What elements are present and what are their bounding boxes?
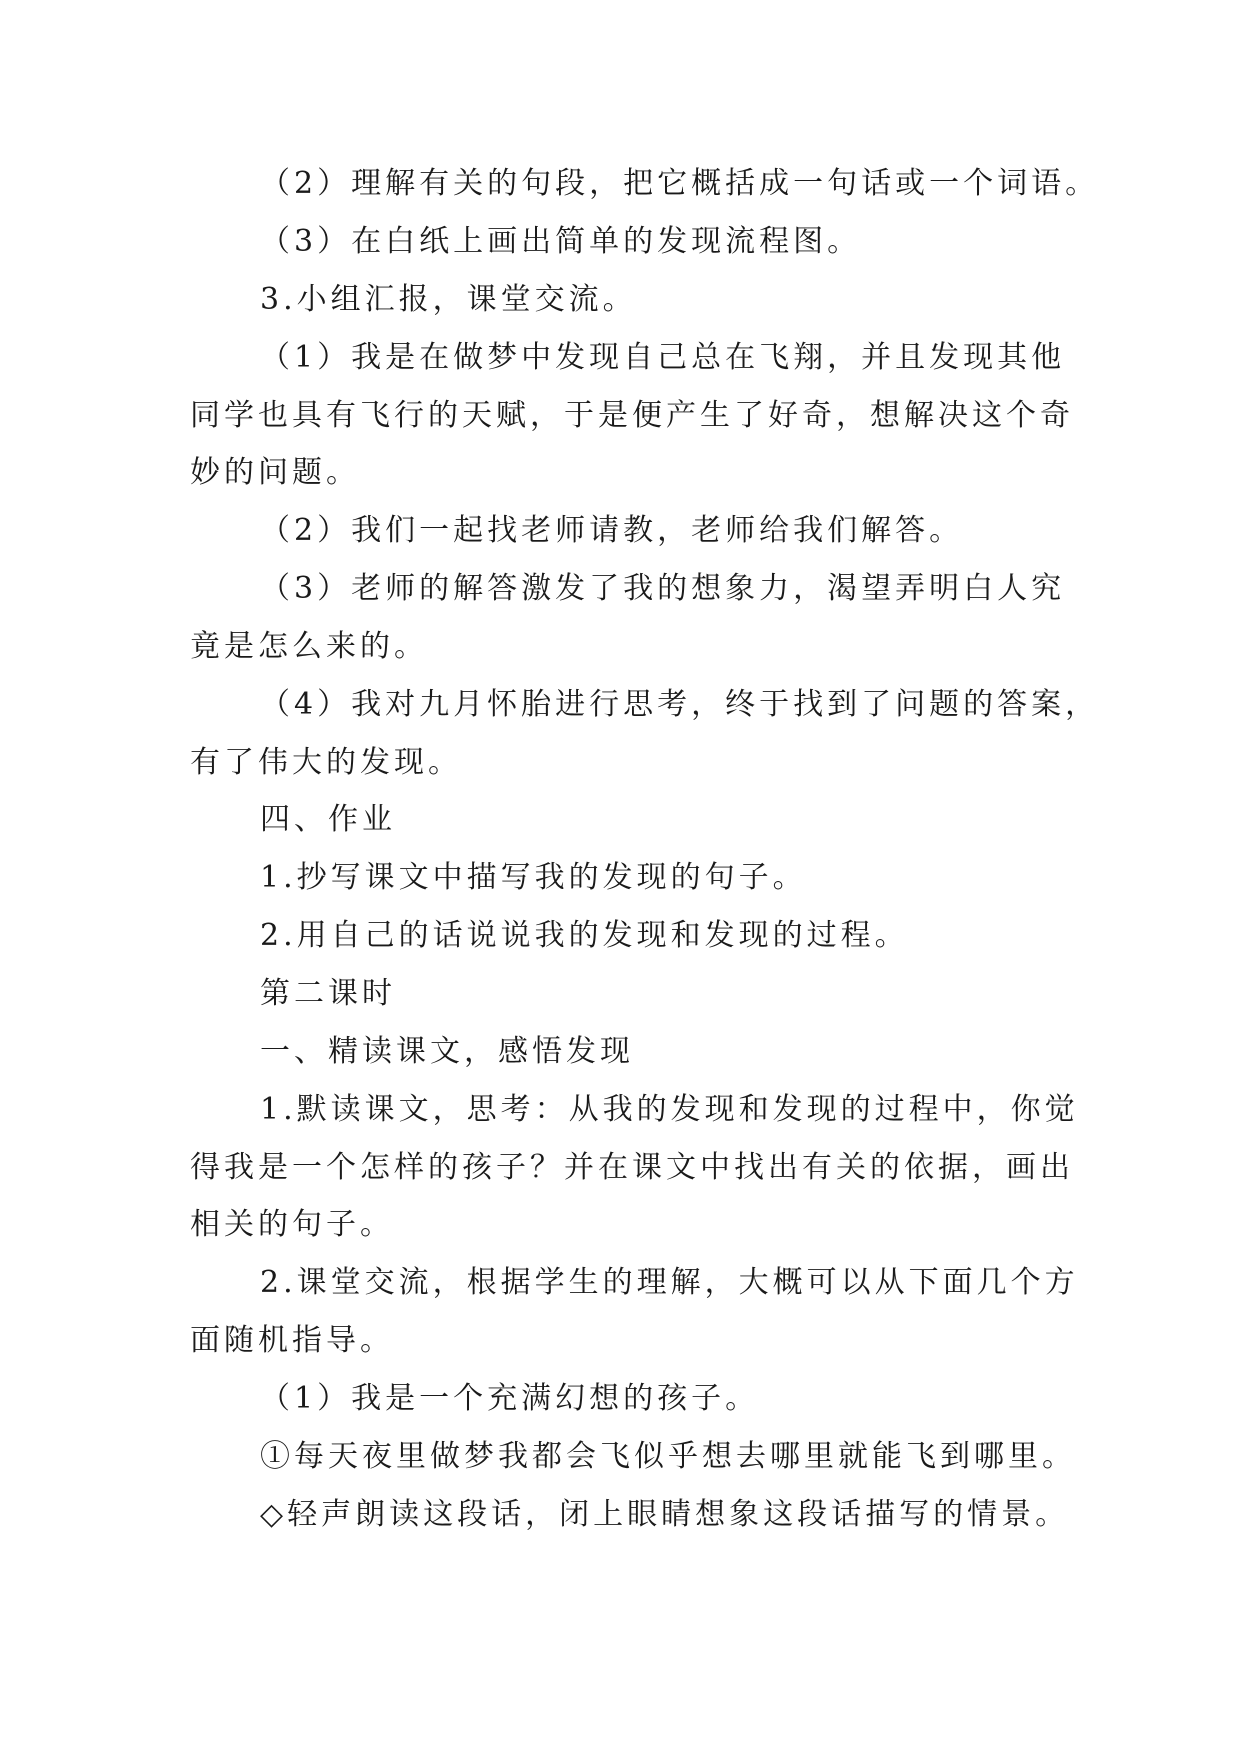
text-line: （3）老师的解答激发了我的想象力，渴望弄明白人究 — [260, 571, 1066, 606]
text-line: （2）理解有关的句段，把它概括成一句话或一个词语。 — [260, 166, 1100, 201]
text-line: 1.抄写课文中描写我的发现的句子。 — [260, 860, 807, 895]
text-line: 3.小组汇报，课堂交流。 — [260, 282, 637, 317]
text-line: 面随机指导。 — [190, 1323, 394, 1358]
text-line: 2.用自己的话说说我的发现和发现的过程。 — [260, 918, 909, 953]
section-heading: 第二课时 — [260, 976, 396, 1011]
text-line: 竟是怎么来的。 — [190, 629, 428, 664]
section-heading: 四、作业 — [260, 802, 396, 837]
text-line: （4）我对九月怀胎进行思考，终于找到了问题的答案， — [260, 687, 1100, 722]
text-line: 得我是一个怎样的孩子？并在课文中找出有关的依据，画出 — [190, 1150, 1074, 1185]
text-line: 有了伟大的发现。 — [190, 745, 462, 780]
text-line: （1）我是一个充满幻想的孩子。 — [260, 1381, 760, 1416]
text-line: ◇轻声朗读这段话，闭上眼睛想象这段话描写的情景。 — [260, 1497, 1070, 1532]
text-line: 同学也具有飞行的天赋，于是便产生了好奇，想解决这个奇 — [190, 398, 1074, 433]
text-line: 相关的句子。 — [190, 1207, 394, 1242]
section-heading: 一、精读课文，感悟发现 — [260, 1034, 634, 1069]
text-line: 1.默读课文，思考：从我的发现和发现的过程中，你觉 — [260, 1092, 1079, 1127]
text-line: 妙的问题。 — [190, 455, 360, 490]
text-line: 2.课堂交流，根据学生的理解，大概可以从下面几个方 — [260, 1265, 1079, 1300]
text-line: ①每天夜里做梦我都会飞似乎想去哪里就能飞到哪里。 — [260, 1439, 1076, 1474]
text-line: （1）我是在做梦中发现自己总在飞翔，并且发现其他 — [260, 340, 1066, 375]
text-line: （2）我们一起找老师请教，老师给我们解答。 — [260, 513, 964, 548]
text-line: （3）在白纸上画出简单的发现流程图。 — [260, 224, 862, 259]
